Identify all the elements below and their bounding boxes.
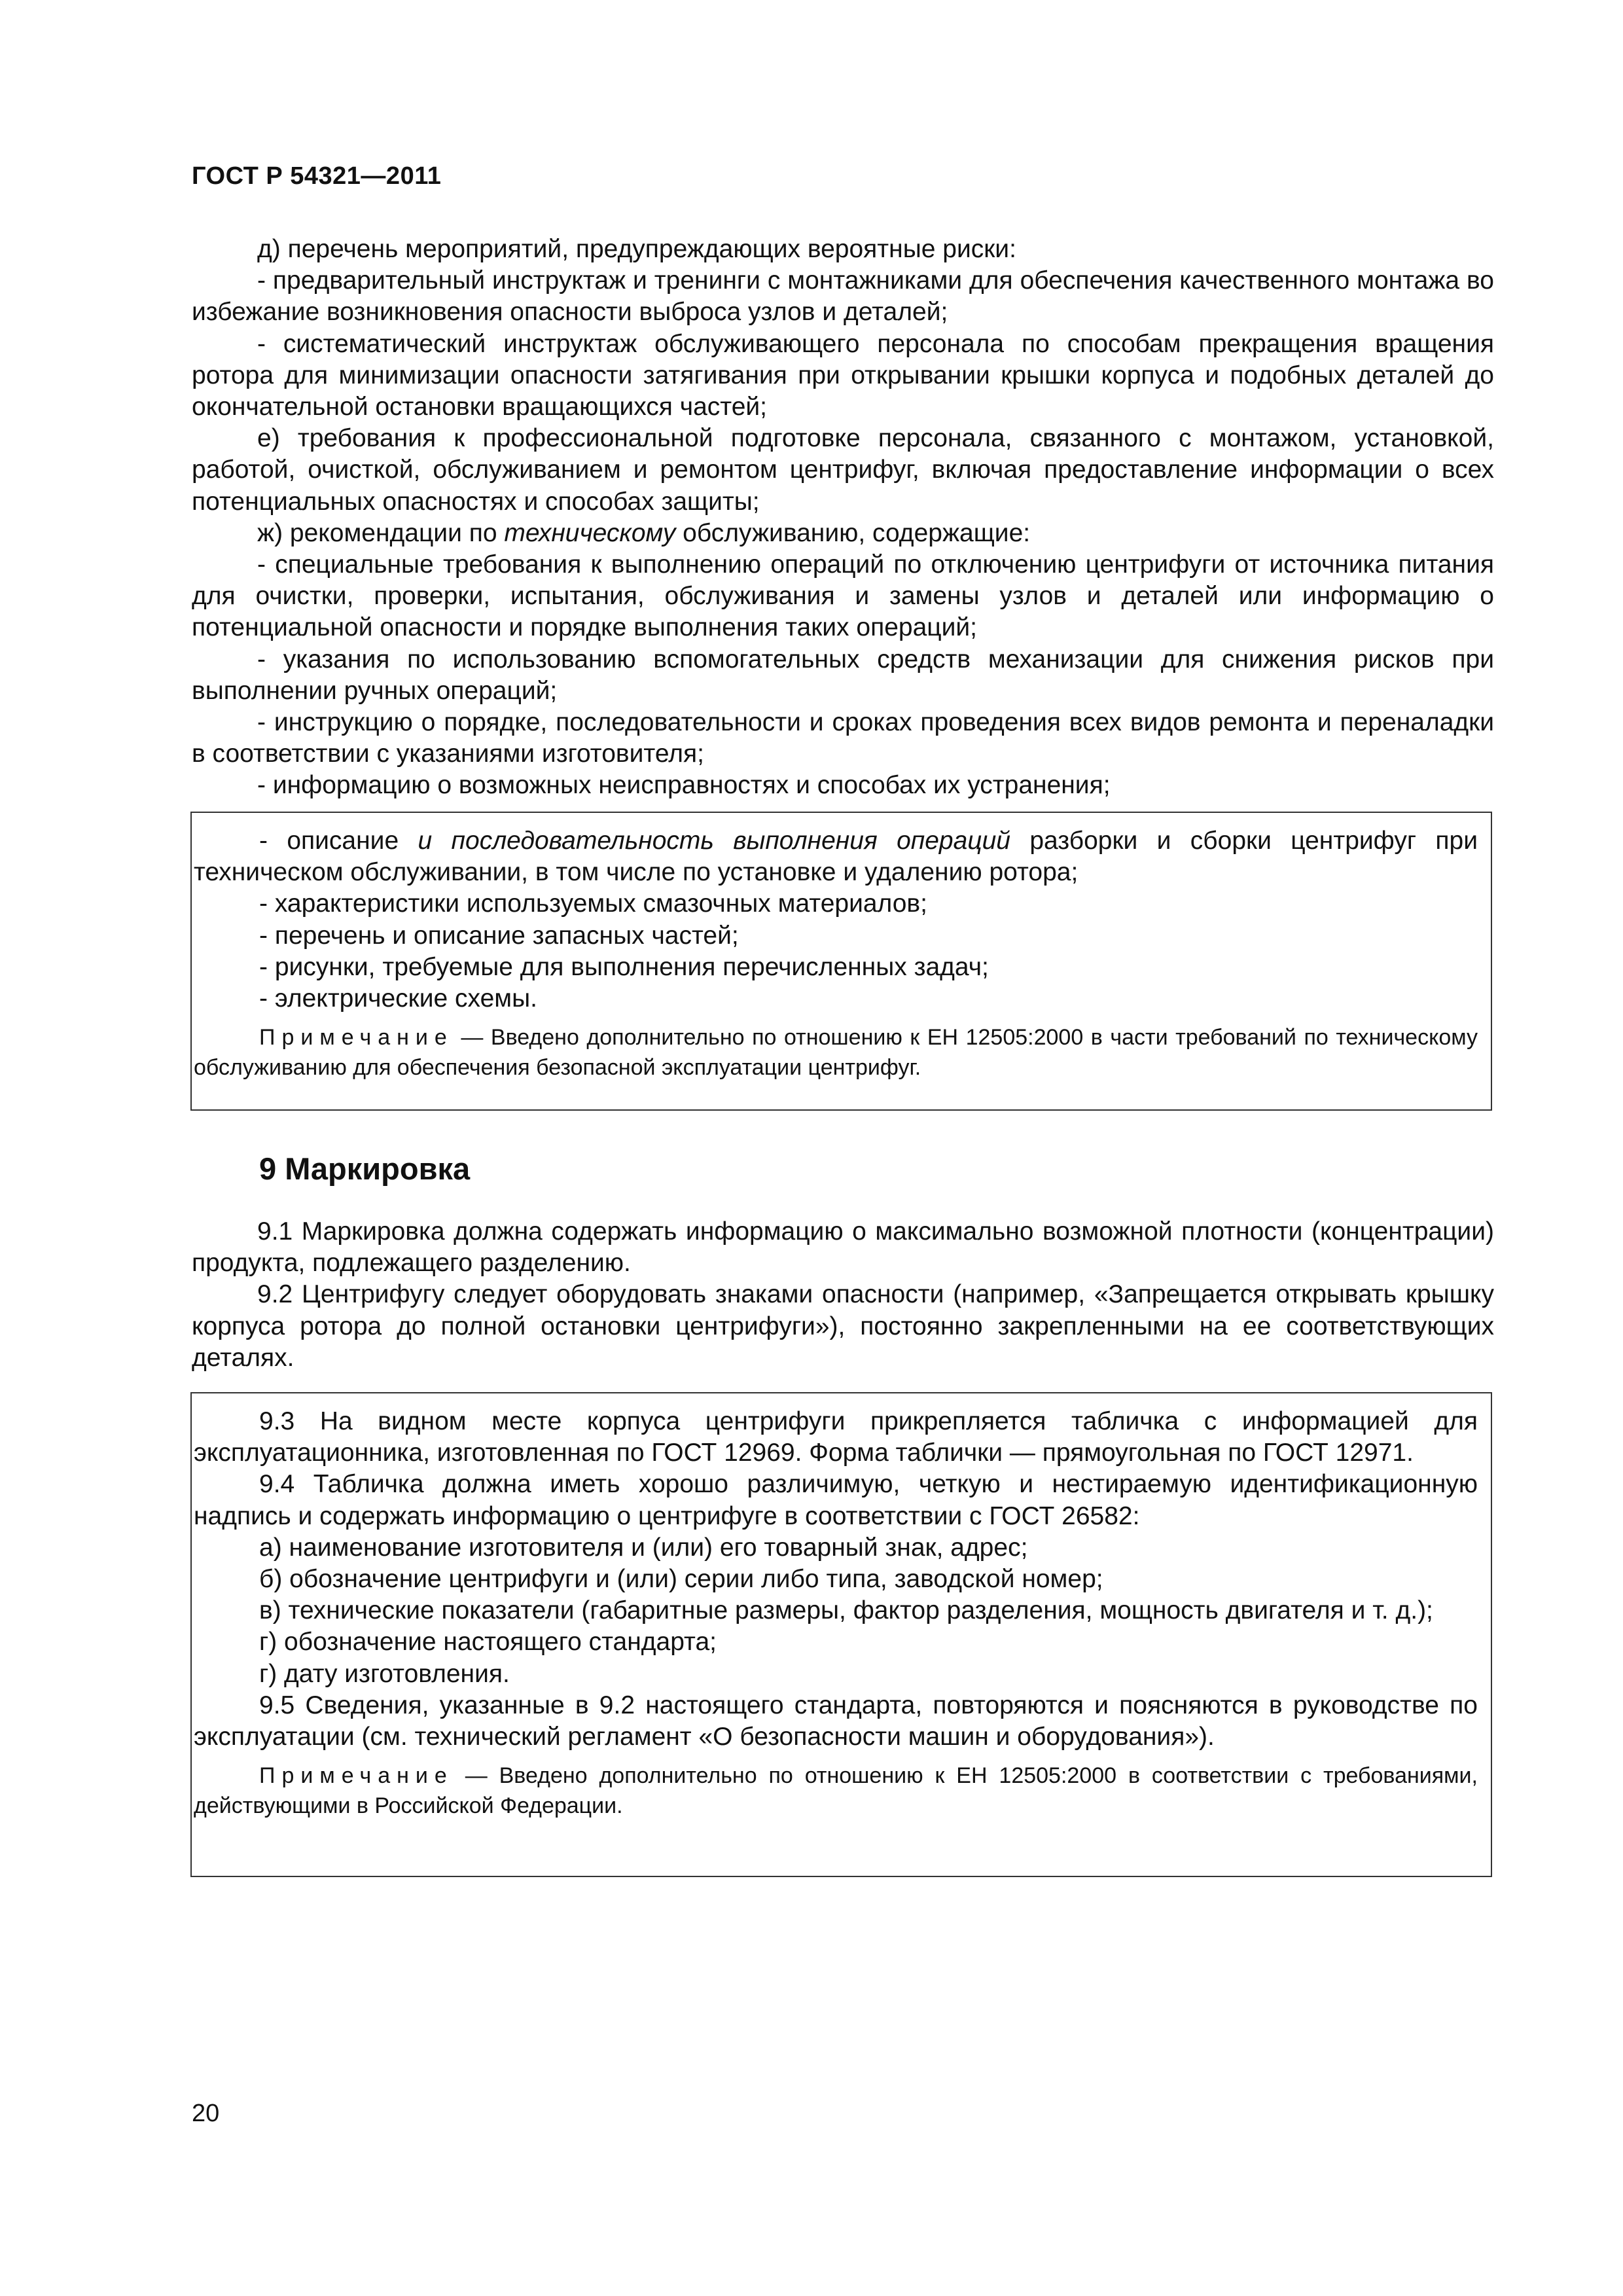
- list-subitem: - указания по использованию вспомогательных средств механизации для снижения рисков при выполнении ручных операций;: [192, 645, 1494, 705]
- list-item-g: г) дату изготовления.: [259, 1659, 510, 1688]
- paragraph-9-3: 9.3 На видном месте корпуса центрифуги прикрепляется табличка с информацией для эксплуатационника, изготовленная по ГОСТ 12969. Форма таблички — прямоугольная по ГОСТ 12971.: [194, 1407, 1478, 1467]
- list-item-b: б) обозначение центрифуги и (или) серии либо типа, заводской номер;: [259, 1565, 1103, 1594]
- section-title: 9 Маркировка: [259, 1151, 471, 1186]
- note: Примечание — Введено дополнительно по отношению к ЕН 12505:2000 в части требований по техническому обслуживанию для обеспечения безопасной эксплуатации центрифуг.: [194, 1025, 1478, 1081]
- list-subitem: - предварительный инструктаж и тренинги с монтажниками для обеспечения качественного монтажа во избежание возникновения опасности выброса узлов и деталей;: [192, 266, 1494, 327]
- amendment-box-2: [190, 1392, 1492, 1877]
- list-subitem: - информацию о возможных неисправностях и способах их устранения;: [257, 771, 1111, 800]
- list-item-d: д) перечень мероприятий, предупреждающих вероятные риски:: [257, 235, 1016, 263]
- list-item-g: г) обозначение настоящего стандарта;: [259, 1628, 717, 1657]
- amendment-box-1: [190, 812, 1492, 1111]
- list-subitem: - систематический инструктаж обслуживающего персонала по способам прекращения вращения ротора для минимизации опасности затягивания при открывании крышки корпуса и подобных деталей до окончательной остановки вращающихся частей;: [192, 329, 1494, 422]
- list-block-top: [192, 234, 1494, 802]
- document-header: ГОСТ Р 54321—2011: [192, 162, 442, 190]
- list-item-v: в) технические показатели (габаритные размеры, фактор разделения, мощность двигателя и т. д.);: [259, 1596, 1433, 1625]
- section-9-body: [192, 1216, 1494, 1374]
- list-subitem: - рисунки, требуемые для выполнения перечисленных задач;: [259, 952, 989, 981]
- list-subitem: - электрические схемы.: [259, 984, 537, 1013]
- page-number: 20: [192, 2100, 220, 2127]
- list-subitem: - инструкцию о порядке, последовательности и сроках проведения всех видов ремонта и переналадки в соответствии с указаниями изготовителя;: [192, 708, 1494, 768]
- paragraph-9-2: 9.2 Центрифугу следует оборудовать знаками опасности (например, «Запрещается открывать крышку корпуса ротора до полной остановки центрифуги»), постоянно закрепленными на ее соответствующих деталях.: [192, 1280, 1494, 1372]
- note: Примечание — Введено дополнительно по отношению к ЕН 12505:2000 в соответствии с требованиями, действующими в Российской Федерации.: [194, 1763, 1478, 1819]
- paragraph-9-4: 9.4 Табличка должна иметь хорошо различимую, четкую и нестираемую идентификационную надпись и содержать информацию о центрифуге в соответствии с ГОСТ 26582:: [194, 1470, 1478, 1530]
- list-item-e: е) требования к профессиональной подготовке персонала, связанного с монтажом, установкой, работой, очисткой, обслуживанием и ремонтом центрифуг, включая предоставление информации о всех потенциальных опасностях и способах защиты;: [192, 424, 1494, 516]
- list-item-zh: ж) рекомендации по техническому обслуживанию, содержащие:: [257, 518, 1031, 547]
- list-subitem: - описание и последовательность выполнения операций разборки и сборки центрифуг при техническом обслуживании, в том числе по установке и удалению ротора;: [194, 827, 1478, 887]
- paragraph-9-1: 9.1 Маркировка должна содержать информацию о максимально возможной плотности (концентрации) продукта, подлежащего разделению.: [192, 1217, 1494, 1278]
- list-subitem: - специальные требования к выполнению операций по отключению центрифуги от источника питания для очистки, проверки, испытания, обслуживания и замены узлов и деталей или информацию о потенциальной опасности и порядке выполнения таких операций;: [192, 550, 1494, 642]
- list-subitem: - характеристики используемых смазочных материалов;: [259, 889, 927, 918]
- list-subitem: - перечень и описание запасных частей;: [259, 921, 739, 950]
- paragraph-9-5: 9.5 Сведения, указанные в 9.2 настоящего стандарта, повторяются и поясняются в руководстве по эксплуатации (см. технический регламент «О безопасности машин и оборудования»).: [194, 1691, 1478, 1751]
- list-item-a: а) наименование изготовителя и (или) его товарный знак, адрес;: [259, 1533, 1028, 1562]
